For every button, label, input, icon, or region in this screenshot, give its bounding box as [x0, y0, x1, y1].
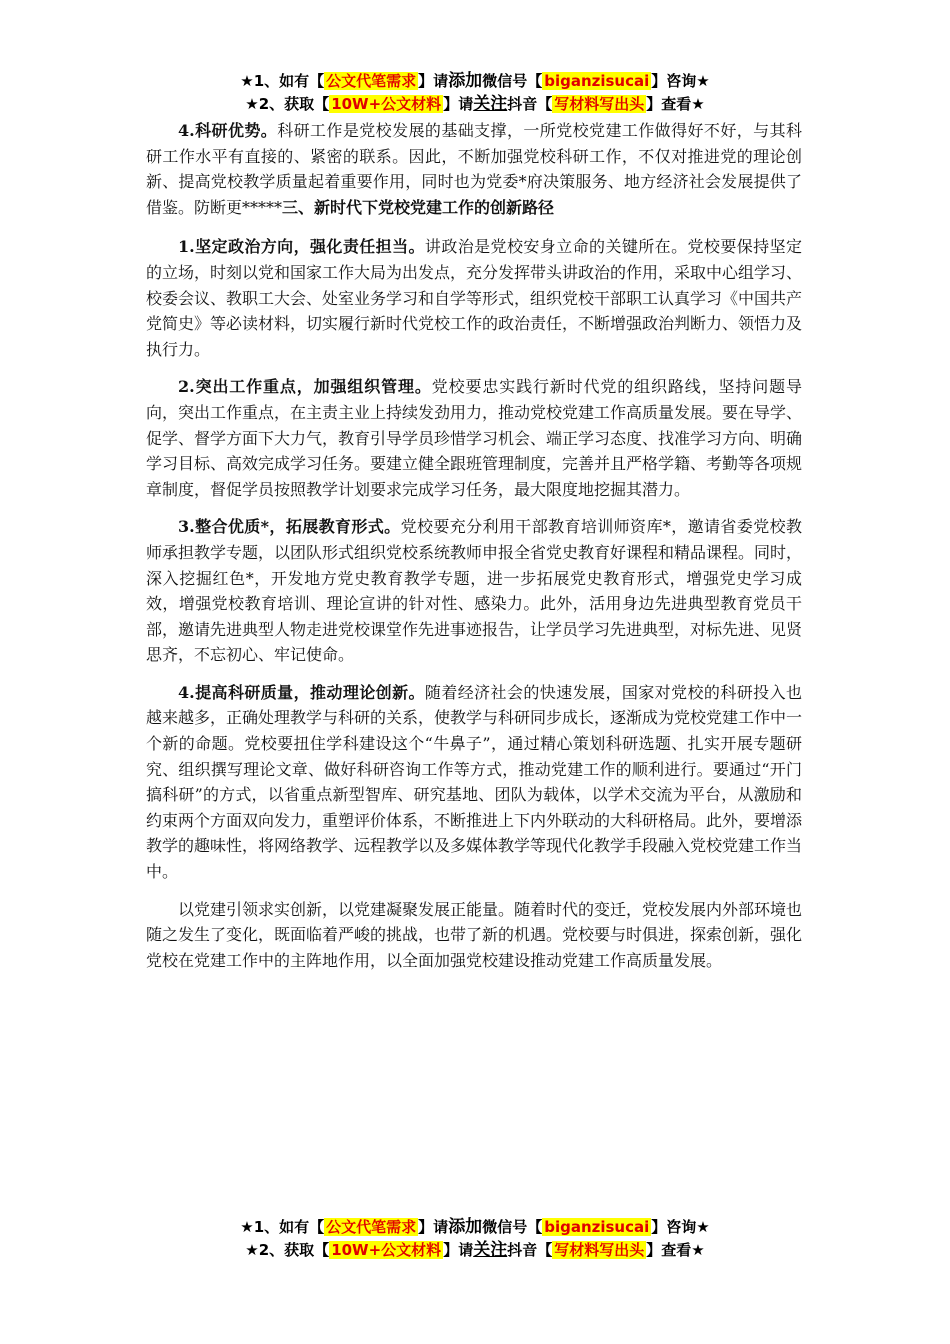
paragraph	[146, 897, 802, 974]
banner-highlight: 写材料写出头	[554, 95, 645, 113]
banner-highlight: 10W+公文材料	[331, 95, 442, 113]
banner-line-1	[0, 1216, 950, 1239]
banner-emphasis: 关注	[473, 94, 508, 114]
banner-highlight: 10W+公文材料	[331, 1241, 442, 1259]
paragraph-text: 科研工作是党校发展的基础支撑，一所党校党建工作做得好不好，与其科研工作水平有直接的、紧密的联系。因此，不断加强党校科研工作，不仅对推进党的理论创新、提高党校教学质量起着重要作用，同时也为党委*府决策服务、地方经济社会发展提供了借鉴。防断更*****	[146, 121, 802, 217]
paragraph-text: 以党建引领求实创新，以党建凝聚发展正能量。随着时代的变迁，党校发展内外部环境也随之发生了变化，既面临着严峻的挑战，也带了新的机遇。党校要与时俱进，探索创新，强化党校在党建工作中的主阵地作用，以全面加强党校建设推动党建工作高质量发展。	[146, 899, 803, 970]
banner-line-1	[0, 70, 950, 93]
paragraph-text: 党校要充分利用干部教育培训师资库*，邀请省委党校教师承担教学专题，以团队形式组织党校系统教师申报全省党史教育好课程和精品课程。同时，深入挖掘红色*，开发地方党史教育教学专题，进一步拓展党史教育形式，增强党史学习成效，增强党校教育培训、理论宣讲的针对性、感染力。此外，活用身边先进典型教育党员干部，邀请先进典型人物走进党校课堂作先进事迹报告，让学员学习先进典型，对标先进、见贤思齐，不忘初心、牢记使命。	[146, 517, 803, 665]
paragraph-text: 随着经济社会的快速发展，国家对党校的科研投入也越来越多，正确处理教学与科研的关系，使教学与科研同步成长，逐渐成为党校党建工作中一个新的命题。党校要扭住学科建设这个“牛鼻子”，通过精心策划科研选题、扎实开展专题研究、组织撰写理论文章、做好科研咨询工作等方式，推动党建工作的顺利进行。要通过“开门搞科研”的方式，以省重点新型智库、研究基地、团队为载体，以学术交流为平台，从激励和约束两个方面双向发力，重塑评价体系，不断推进上下内外联动的大科研格局。此外，要增添教学的趣味性，将网络教学、远程教学以及多媒体教学等现代化教学手段融入党校党建工作当中。	[146, 682, 803, 882]
paragraph-text: 党校要忠实践行新时代党的组织路线，坚持问题导向，突出工作重点，在主责主业上持续发劲用力，推动党校党建工作高质量发展。要在导学、促学、督学方面下大力气，教育引导学员珍惜学习机会、端正学习态度、找准学习方向、明确学习目标、高效完成学习任务。要建立健全跟班管理制度，完善并且严格学籍、考勤等各项规章制度，督促学员按照教学计划要求完成学习任务，最大限度地挖掘其潜力。	[146, 377, 803, 499]
banner-emphasis: 添加	[448, 1217, 483, 1237]
banner-emphasis: 添加	[448, 71, 483, 91]
banner-highlight: 写材料写出头	[554, 1241, 645, 1259]
banner-text: 】请	[418, 72, 449, 90]
paragraph	[146, 118, 802, 220]
banner-text: ★2、获取【	[245, 1241, 330, 1259]
banner-text: 】请	[443, 95, 474, 113]
banner-text: 抖音【	[507, 1241, 553, 1259]
banner-highlight: biganzisucai	[544, 1218, 650, 1236]
banner-highlight: biganzisucai	[544, 72, 650, 90]
document-body	[146, 118, 802, 985]
paragraph-lead: 2.突出工作重点，加强组织管理。	[178, 377, 432, 397]
paragraph-text: 讲政治是党校安身立命的关键所在。党校要保持坚定的立场，时刻以党和国家工作大局为出发点，充分发挥带头讲政治的作用，采取中心组学习、校委会议、教职工大会、处室业务学习和自学等形式，组织党校干部职工认真学习《中国共产党简史》等必读材料，切实履行新时代党校工作的政治责任，不断增强政治判断力、领悟力及执行力。	[146, 237, 803, 359]
paragraph	[146, 514, 802, 668]
paragraph	[146, 234, 802, 362]
paragraph	[146, 374, 802, 502]
paragraph-lead: 4.提高科研质量，推动理论创新。	[178, 682, 425, 702]
banner-text: 】请	[418, 1218, 449, 1236]
banner-highlight: 公文代笔需求	[326, 1218, 417, 1236]
banner-text: 】咨询★	[651, 72, 710, 90]
banner-text: 抖音【	[507, 95, 553, 113]
section-heading: 三、新时代下党校党建工作的创新路径	[282, 197, 555, 217]
banner-text: 】查看★	[646, 1241, 705, 1259]
banner-text: ★1、如有【	[240, 1218, 325, 1236]
banner-text: 】请	[443, 1241, 474, 1259]
banner-line-2	[0, 93, 950, 116]
banner-highlight: 公文代笔需求	[326, 72, 417, 90]
header-banner	[0, 70, 950, 116]
footer-banner	[0, 1216, 950, 1262]
banner-text: 微信号【	[482, 72, 543, 90]
paragraph	[146, 680, 802, 885]
banner-text: 】查看★	[646, 95, 705, 113]
banner-emphasis: 关注	[473, 1240, 508, 1260]
paragraph-lead: 1.坚定政治方向，强化责任担当。	[178, 237, 425, 257]
banner-text: 】咨询★	[651, 1218, 710, 1236]
banner-line-2	[0, 1239, 950, 1262]
paragraph-lead: 4.科研优势。	[178, 121, 278, 140]
banner-text: ★2、获取【	[245, 95, 330, 113]
banner-text: 微信号【	[482, 1218, 543, 1236]
banner-text: ★1、如有【	[240, 72, 325, 90]
paragraph-lead: 3.整合优质*，拓展教育形式。	[178, 517, 401, 537]
